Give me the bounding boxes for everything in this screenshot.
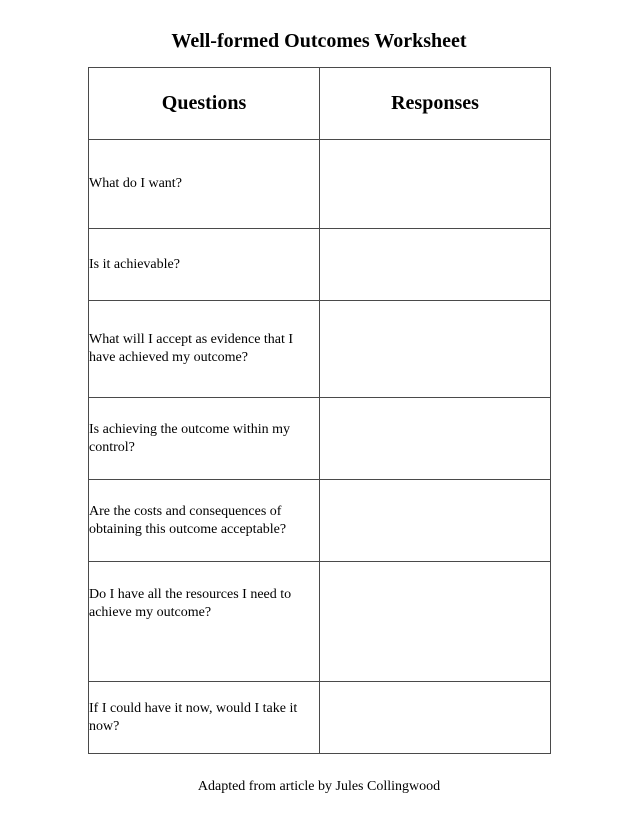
attribution-footer: Adapted from article by Jules Collingwood bbox=[197, 779, 441, 794]
table-row bbox=[89, 562, 551, 682]
question-cell: What do I want? bbox=[89, 140, 320, 229]
question-cell: Is achieving the outcome within my control? bbox=[89, 398, 320, 480]
question-cell: Is it achievable? bbox=[89, 229, 320, 301]
question-cell: What will I accept as evidence that I have achieved my outcome? bbox=[89, 301, 320, 398]
question-cell: Do I have all the resources I need to achieve my outcome? bbox=[89, 562, 320, 682]
table-row bbox=[89, 398, 551, 480]
question-cell: If I could have it now, would I take it now? bbox=[89, 682, 320, 754]
table-row bbox=[89, 229, 551, 301]
response-cell[interactable] bbox=[320, 301, 551, 398]
response-cell[interactable] bbox=[320, 229, 551, 301]
table-row bbox=[89, 682, 551, 754]
response-cell[interactable] bbox=[320, 480, 551, 562]
worksheet-table bbox=[88, 67, 551, 754]
response-cell[interactable] bbox=[320, 682, 551, 754]
response-cell[interactable] bbox=[320, 398, 551, 480]
table-row bbox=[89, 480, 551, 562]
responses-column-header: Responses bbox=[320, 68, 551, 140]
table-header-row bbox=[89, 68, 551, 140]
table-row bbox=[89, 140, 551, 229]
table-row bbox=[89, 301, 551, 398]
question-cell: Are the costs and consequences of obtaining this outcome acceptable? bbox=[89, 480, 320, 562]
page-title: Well-formed Outcomes Worksheet bbox=[171, 30, 467, 52]
response-cell[interactable] bbox=[320, 140, 551, 229]
response-cell[interactable] bbox=[320, 562, 551, 682]
questions-column-header: Questions bbox=[89, 68, 320, 140]
